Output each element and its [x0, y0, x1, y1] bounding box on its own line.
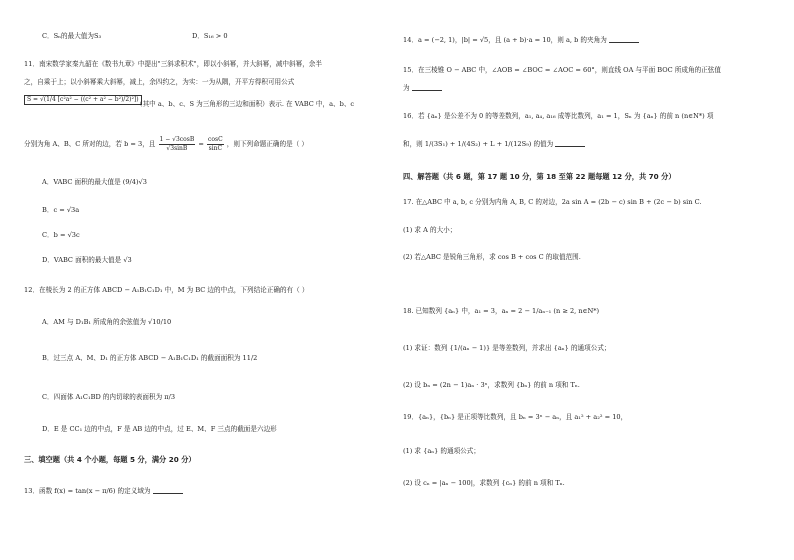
q14 — [403, 36, 639, 44]
q11-option-b: B．c = √3a — [42, 206, 80, 214]
q18: 18. 已知数列 {aₙ} 中，a₁ = 3，aₙ = 2 − 1/aₙ₋₁ (n ≥ 2, n∈N*) — [403, 307, 600, 315]
q13 — [24, 487, 183, 495]
q11-line4-start: 分别为角 A、B、C 所对的边，若 b = 3，且 — [24, 140, 156, 148]
option-c-top: C．Sₙ的最大值为S₃ — [42, 32, 102, 40]
q11-option-c: C．b = √3c — [42, 231, 80, 239]
q18-part-1: (1) 求证：数列 {1/(aₙ − 1)} 是等差数列，并求出 {aₙ} 的通项公式； — [403, 344, 611, 352]
q19-part-2: (2) 设 cₙ = |aₙ − 100|，求数列 {cₙ} 的前 n 项和 Tₙ. — [403, 479, 565, 487]
q19-part-1: (1) 求 {aₙ} 的通项公式； — [403, 447, 480, 455]
q11-fraction-1-den: √3sinB — [166, 144, 188, 152]
q11-line1: 11．南宋数学家秦九韶在《数书九章》中提出"三斜求积术"，即以小斜幂，并大斜幂，减中斜幂，余半 — [24, 60, 322, 68]
q17-part-1: (1) 求 A 的大小； — [403, 226, 457, 234]
q12-option-b: B．过三点 A、M、D₁ 的正方体 ABCD − A₁B₁C₁D₁ 的截面面积为 11/2 — [42, 354, 258, 362]
q12-option-c: C．四面体 A₁C₁BD 的内切球的表面积为 π/3 — [42, 393, 176, 401]
q11-fraction-1-num: 1 − √3cosB — [159, 136, 195, 143]
q12-stem: 12．在棱长为 2 的正方体 ABCD − A₁B₁C₁D₁ 中，M 为 BC 边的中点，下列结论正确的有（ ） — [24, 286, 309, 294]
q16-line2-text: 和，则 1/(3S₁) + 1/(4S₂) + L + 1/(12S₉) 的值为 — [403, 140, 554, 148]
q11-line3: （其中 a、b、c、S 为三角形的三边和面积）表示. 在 VABC 中，a、b、c — [136, 100, 355, 108]
q15-line2 — [403, 84, 442, 92]
q11-formula — [24, 95, 142, 105]
q18-part-2: (2) 设 bₙ = (2n − 1)aₙ · 3ⁿ，求数列 {bₙ} 的前 n 项和 Tₙ. — [403, 381, 580, 389]
q19: 19．{aₙ}，{bₙ} 是正项等比数列，且 bₙ = 3ⁿ − aₙ，且 a₁² + a₂² = 10， — [403, 413, 628, 421]
q15-line1: 15．在三棱锥 O − ABC 中，∠AOB = ∠BOC = ∠AOC = 60°，则直线 OA 与平面 BOC 所成角的正弦值 — [403, 66, 721, 74]
q13-text: 13．函数 f(x) = tan(x − π/6) 的定义域为 — [24, 487, 151, 495]
q11-line4: 分别为角 A、B、C 所对的边，若 b = 3，且 $\frac{1 - √3\cos B}{√3\sin B}$ = $\frac{\cos C}{\sin C}$ ，则下列命题正确的是（ ） — [24, 136, 309, 152]
q14-text: 14．a = (−2, 1)，|b| = √5，且 (a + b)·a = 10，则 a, b 的夹角为 — [403, 36, 607, 44]
q16-line2 — [403, 140, 585, 148]
q11-option-d: D．VABC 面积的最大值是 √3 — [42, 256, 132, 264]
q11-fraction-2 — [207, 136, 224, 152]
q11-line4-end: ，则下列命题正确的是（ ） — [226, 140, 309, 148]
section-3-heading: 三、填空题（共 4 个小题，每题 5 分，满分 20 分） — [24, 455, 196, 464]
q16-answer-blank — [555, 140, 585, 147]
q17-part-2: (2) 若△ABC 是锐角三角形，求 cos B + cos C 的取值范围. — [403, 253, 581, 261]
q12-option-a: A．AM 与 D₁B₁ 所成角的余弦值为 √10/10 — [42, 318, 172, 326]
q17: 17. 在△ABC 中 a, b, c 分别为内角 A, B, C 的对边，2a sin A = (2b − c) sin B + (2c − b) sin C. — [403, 198, 702, 206]
left-column — [24, 0, 394, 560]
q11-fraction-2-num: cosC — [208, 136, 223, 143]
q11-formula-box: S = √(1/4 [c²a² − ((c² + a² − b²)/2)²]) — [24, 95, 142, 105]
q11-option-a: A．VABC 面积的最大值是 (9/4)√3 — [42, 178, 147, 186]
q15-answer-blank — [412, 84, 442, 91]
q11-fraction-2-den: sinC — [208, 144, 223, 152]
q12-option-d: D．E 是 CC₁ 边的中点，F 是 AB 边的中点，过 E、M、F 三点的截面是六边形 — [42, 425, 277, 433]
q11-fraction-1 — [159, 136, 196, 152]
q13-answer-blank — [153, 487, 183, 494]
q16-line1: 16．若 {aₙ} 是公差不为 0 的等差数列，a₁, a₄, a₁₆ 成等比数列，a₁ = 1，Sₙ 为 {aₙ} 的前 n (n∈N*) 项 — [403, 112, 714, 120]
q15-line2-text: 为 — [403, 84, 410, 92]
option-d-top: D．S₁₆ > 0 — [192, 32, 228, 40]
q11-line2: 之，自乘于上；以小斜幂乘大斜幂，减上，余四约之，为实：一为从隅，开平方得积可用公式 — [24, 78, 295, 86]
section-4-heading: 四、解答题（共 6 题，第 17 题 10 分，第 18 至第 22 题每题 12 分，共 70 分） — [403, 172, 676, 181]
q14-answer-blank — [609, 36, 639, 43]
right-column — [403, 0, 773, 560]
